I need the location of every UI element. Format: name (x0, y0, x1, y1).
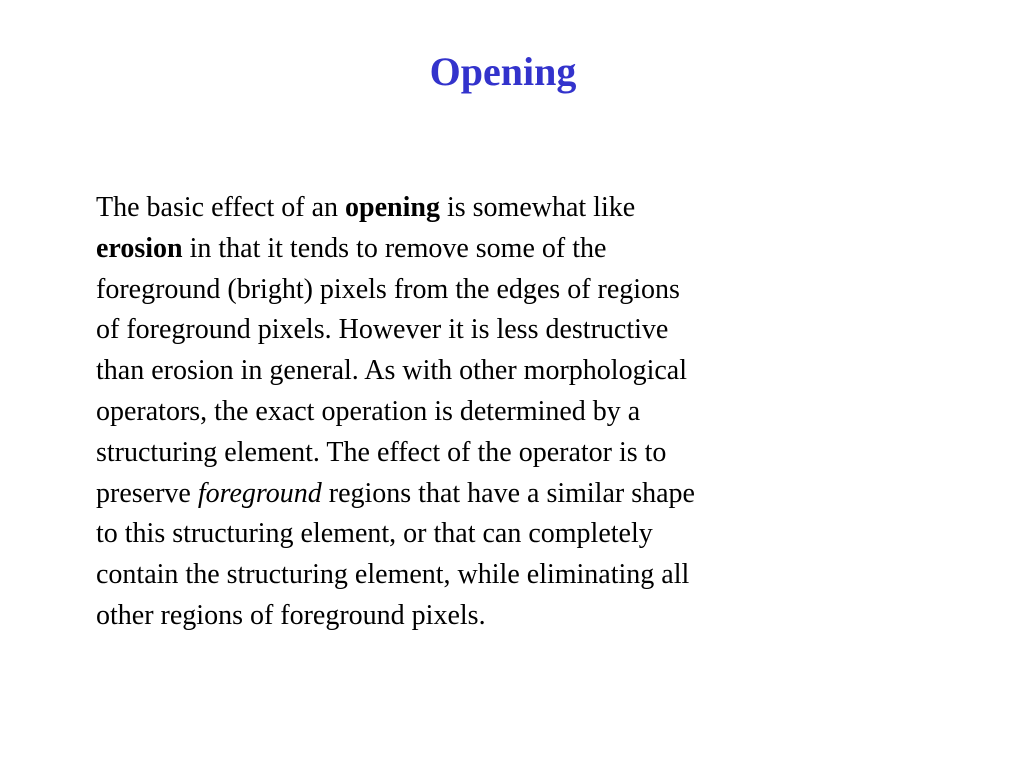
body-line-11: other regions of foreground pixels. (96, 599, 486, 631)
body-line-8 (96, 474, 846, 515)
body-text-segment: preserve (96, 477, 198, 509)
body-text-segment: is somewhat like (439, 192, 636, 223)
body-text-segment: The basic effect of an (96, 192, 346, 223)
body-line-3: foreground (bright) pixels from the edges of regions (96, 273, 680, 305)
body-line-6: operators, the exact operation is determined by a (96, 395, 641, 427)
body-text-segment: in that it tends to remove some of the (182, 232, 607, 264)
term-foreground: foreground (197, 477, 322, 509)
body-line-5: than erosion in general. As with other morphological (96, 355, 687, 387)
term-erosion: erosion (96, 232, 183, 264)
body-line-9: to this structuring element, or that can completely (96, 518, 653, 550)
body-line-1 (96, 188, 846, 229)
slide-body (96, 188, 846, 637)
term-opening: opening (345, 192, 440, 223)
body-text-segment: regions that have a similar shape (321, 477, 695, 509)
body-line-4: of foreground pixels. However it is less destructive (96, 314, 669, 346)
slide-title: Opening (429, 49, 577, 94)
body-line-10: contain the structuring element, while eliminating all (96, 559, 690, 591)
body-line-2 (96, 229, 846, 270)
body-line-7: structuring element. The effect of the operator is to (96, 436, 667, 468)
